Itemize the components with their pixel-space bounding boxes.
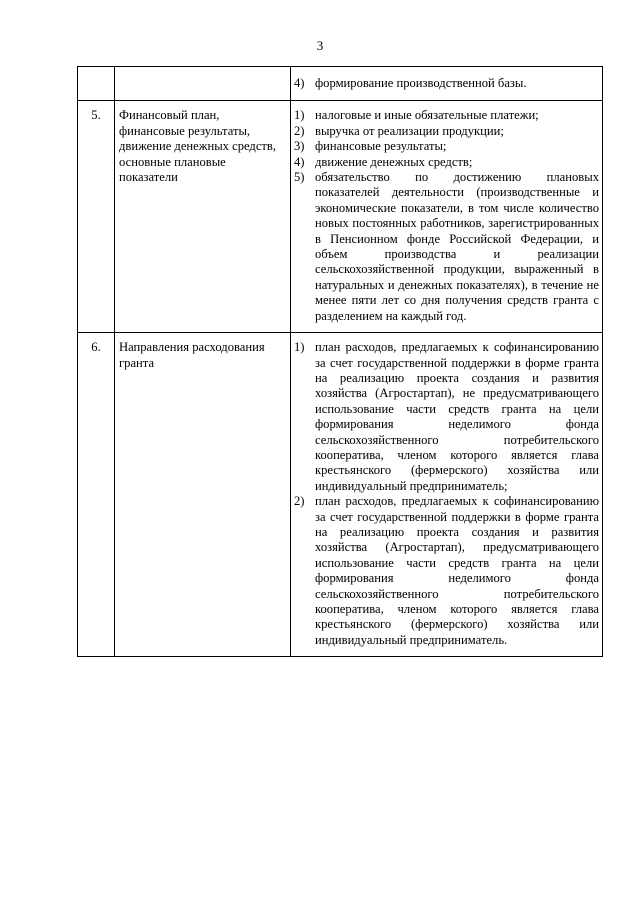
row-title xyxy=(115,67,291,101)
row-title xyxy=(115,101,291,333)
row-number: 6. xyxy=(78,333,115,657)
list-item xyxy=(294,76,599,91)
row-content xyxy=(291,101,603,333)
item-list xyxy=(294,340,599,648)
list-item xyxy=(294,170,599,324)
row-number xyxy=(78,67,115,101)
list-item xyxy=(294,494,599,648)
row-title-text: Финансовый план, финансовые результаты, движение денежных средств, основные плановые показатели xyxy=(119,108,277,185)
row-title-text: Направления расходования гранта xyxy=(119,340,265,370)
list-item xyxy=(294,108,599,123)
table-row xyxy=(78,333,603,657)
item-number: 3) xyxy=(294,139,305,154)
item-number: 1) xyxy=(294,108,305,123)
item-text: формирование производственной базы. xyxy=(315,76,527,90)
item-text: обязательство по достижению плановых показателей деятельности (производственные и экономические показатели, в том числе количество новых постоянных работников, зарегистрированных в Пенсионном фонде Российской Федерации, и объем производства и реализации сельскохозяйственной продукции, выраженный в натуральных и денежных показателях), в течение не менее пяти лет со дня получения средств гранта с разделением на каждый год. xyxy=(315,170,599,323)
list-item xyxy=(294,340,599,494)
item-number: 2) xyxy=(294,494,305,509)
row-content xyxy=(291,67,603,101)
item-text: выручка от реализации продукции; xyxy=(315,123,504,138)
item-text: план расходов, предлагаемых к софинансированию за счет государственной поддержки в форме гранта на реализацию проекта создания и развития хозяйства (Агростартап), не предусматривающего использование части средств гранта на цели формирования неделимого фонда сельскохозяйственного потребительского кооператива, членом которого является глава крестьянского (фермерского) хозяйства или индивидуальный предприниматель; xyxy=(315,340,599,493)
table-row xyxy=(78,67,603,101)
item-text: план расходов, предлагаемых к софинансированию за счет государственной поддержки в форме гранта на реализацию проекта создания и развития хозяйства (Агростартап), предусматривающего использование части средств гранта на цели формирования неделимого фонда сельскохозяйственного потребительского кооператива, членом которого является глава крестьянского (фермерского) хозяйства или индивидуальный предприниматель. xyxy=(315,494,599,647)
list-item xyxy=(294,155,599,170)
item-text: финансовые результаты; xyxy=(315,139,447,154)
row-title xyxy=(115,333,291,657)
item-number: 1) xyxy=(294,340,305,355)
page-number: 3 xyxy=(316,38,324,53)
item-text: налоговые и иные обязательные платежи; xyxy=(315,108,539,123)
row-content xyxy=(291,333,603,657)
item-list xyxy=(294,108,599,324)
item-number: 5) xyxy=(294,170,305,185)
row-number: 5. xyxy=(78,101,115,333)
item-list xyxy=(294,76,599,91)
item-number: 4) xyxy=(294,154,305,169)
list-item xyxy=(294,124,599,139)
item-number: 2) xyxy=(294,123,305,138)
item-text: движение денежных средств; xyxy=(315,154,473,169)
table-row xyxy=(78,101,603,333)
list-item xyxy=(294,139,599,154)
item-number: 4) xyxy=(294,76,305,90)
document-table xyxy=(77,66,603,657)
